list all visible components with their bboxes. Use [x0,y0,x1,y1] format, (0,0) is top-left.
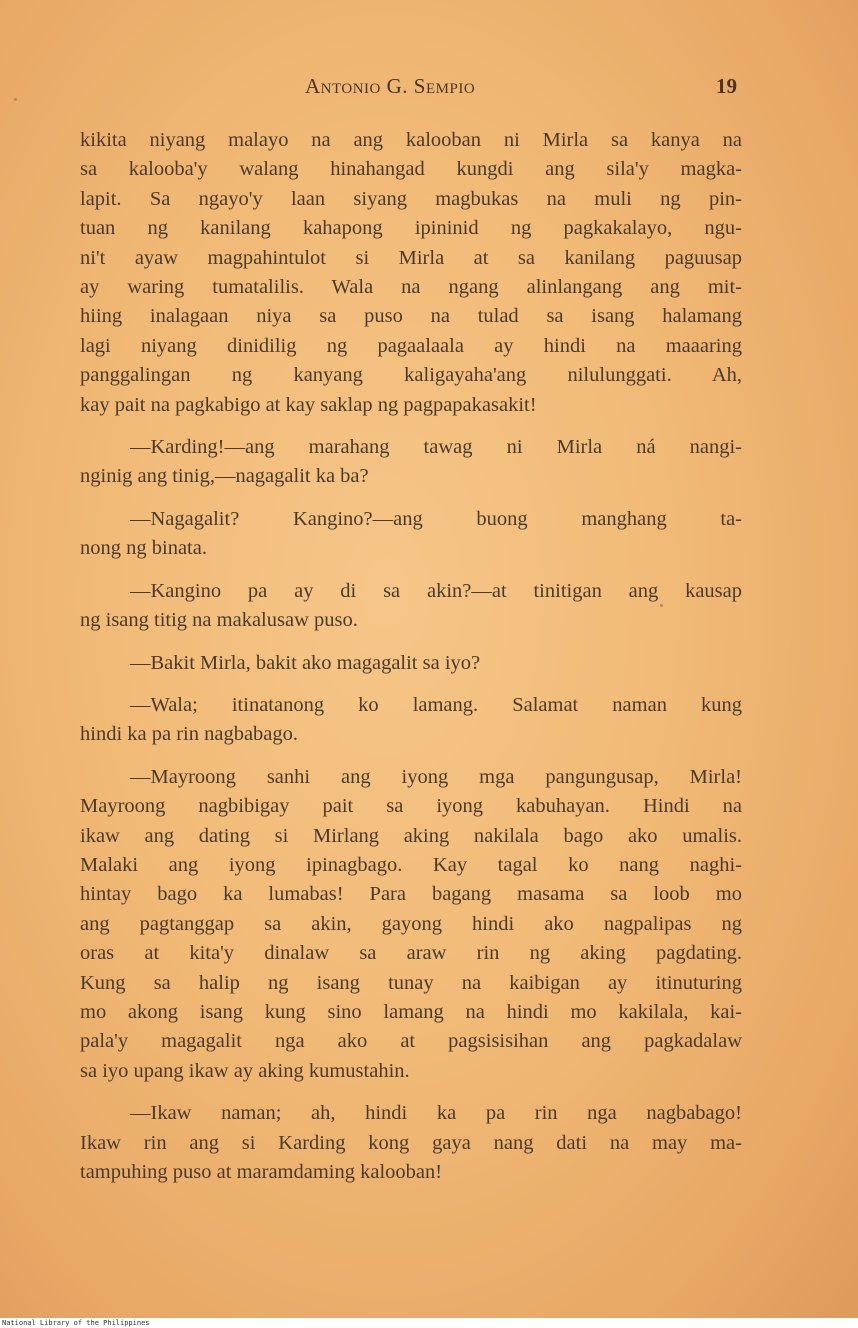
paragraph [80,577,742,636]
text-line: ang pagtanggap sa akin, gayong hindi ako nagpalipas ng [80,912,742,935]
text-line: —Ikaw naman; ah, hindi ka pa rin nga nagbabago! [130,1102,742,1125]
text-line: nong ng binata. [80,537,207,560]
text-line: ikaw ang dating si Mirlang aking nakilala bago ako umalis. [80,824,742,847]
page-header [0,74,858,104]
paragraph [80,649,742,678]
running-head: Antonio G. Sempio [305,74,476,98]
footer-strip [0,1318,858,1328]
text-line: Kung sa halip ng isang tunay na kaibigan ay itinuturing [80,971,742,994]
text-line: Ikaw rin ang si Karding kong gaya nang dati na may ma- [80,1131,742,1154]
text-line: sa kalooba'y walang hinahangad kungdi ang sila'y magka- [80,158,742,181]
text-line: kikita niyang malayo na ang kalooban ni Mirla sa kanya na [80,129,742,151]
page-number: 19 [716,74,737,98]
text-line: kay pait na pagkabigo at kay saklap ng pagpapakasakit! [80,393,537,416]
text-line: panggalingan ng kanyang kaligayaha'ang nilulunggati. Ah, [80,364,742,387]
text-line: sa iyo upang ikaw ay aking kumustahin. [80,1059,410,1082]
text-line: ng isang titig na makalusaw puso. [80,609,358,632]
text-line: tuan ng kanilang kahapong ipininid ng pagkakalayo, ngu- [80,217,742,240]
text-line: —Bakit Mirla, bakit ako magagalit sa iyo? [130,651,481,674]
text-line: lagi niyang dinidilig ng pagaalaala ay hindi na maaaring [80,334,742,357]
text-line: —Nagagalit? Kangino?—ang buong manghang ta- [130,507,742,530]
text-line: Mayroong nagbibigay pait sa iyong kabuhayan. Hindi na [80,795,742,818]
text-line: lapit. Sa ngayo'y laan siyang magbukas na muli ng pin- [80,187,742,210]
text-line: —Wala; itinatanong ko lamang. Salamat naman kung [130,693,742,716]
text-line: pala'y magagalit nga ako at pagsisisihan ang pagkadalaw [80,1030,742,1053]
text-line: ay waring tumatalilis. Wala na ngang alinlangang ang mit- [80,276,742,299]
text-line: oras at kita'y dinalaw sa araw rin ng aking pagdating. [80,942,742,965]
text-line: —Kangino pa ay di sa akin?—at tinitigan ang kausap [130,579,742,602]
paragraph [80,763,742,1086]
text-line: mo akong isang kung sino lamang na hindi mo kakilala, kai- [80,1000,742,1023]
text-line: —Mayroong sanhi ang iyong mga pangungusap, Mirla! [130,765,742,788]
paragraph [80,505,742,564]
text-line: Malaki ang iyong ipinagbago. Kay tagal ko nang naghi- [80,853,742,876]
text-line: nginig ang tinig,—nagagalit ka ba? [80,465,369,488]
library-credit: National Library of the Philippines [2,1319,150,1327]
text-line: hiing inalagaan niya sa puso na tulad sa isang halamang [80,305,742,328]
text-line: —Karding!—ang marahang tawag ni Mirla ná nangi- [130,436,742,459]
paragraph [80,691,742,750]
text-line: hindi ka pa rin nagbabago. [80,723,299,746]
paragraph [80,433,742,492]
text-line: ni't ayaw magpahintulot si Mirla at sa kanilang paguusap [80,246,742,269]
text-line: hintay bago ka lumabas! Para bagang masama sa loob mo [80,883,742,906]
paragraph [80,1099,742,1187]
text-line: tampuhing puso at maramdaming kalooban! [80,1161,443,1183]
paragraph [80,126,742,420]
body-text [80,126,742,1200]
